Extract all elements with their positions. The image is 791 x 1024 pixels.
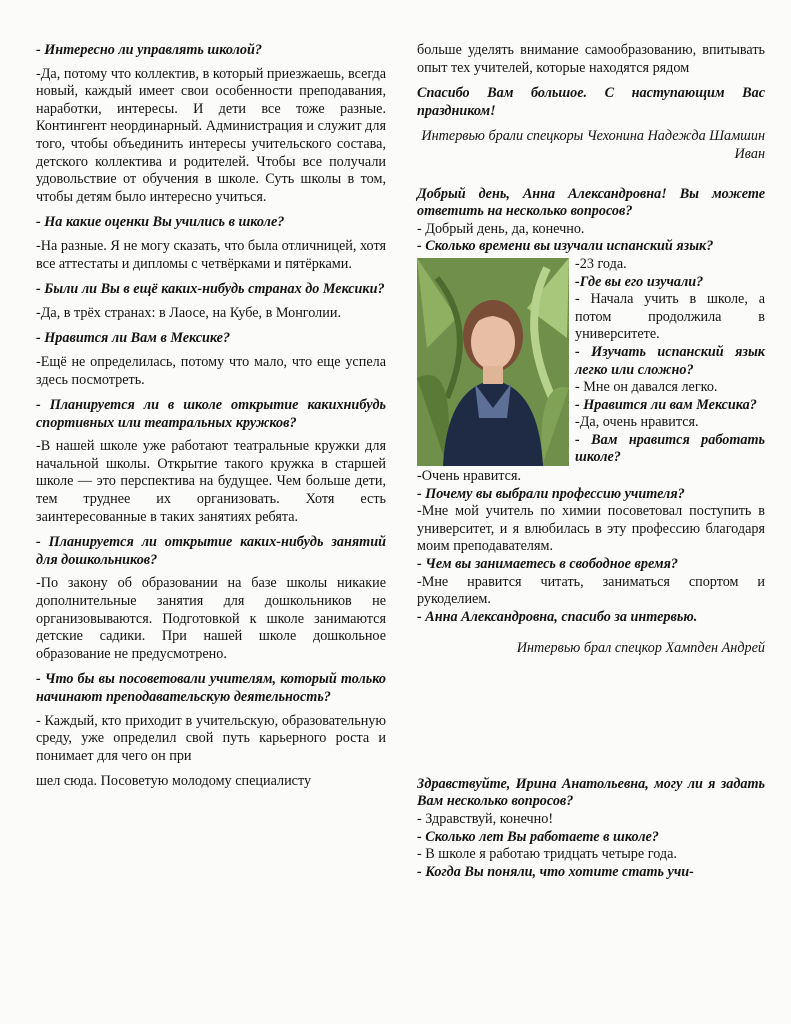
interview-credit: Интервью брал спецкор Хампден Андрей <box>516 640 765 657</box>
answer: - Мне он давался легко. <box>575 379 718 396</box>
answer: -В нашей школе уже работают театральные кружки для начальной школы. Открытие такого кружка в старшей школе — это перспектива на будущее. Чем больше дети, тем труднее их организовать. Хотя есть заинтересованные в таких занятиях ребята. <box>36 438 386 525</box>
answer-continued: больше уделять внимание самообразованию, впитывать опыт тех учителей, которые находятся рядом <box>417 42 765 76</box>
answer: -Мне мой учитель по химии посоветовал поступить в университет, и я влюбилась в эту профессию благодаря моим преподавателям. <box>417 503 765 555</box>
answer: - Начала учить в школе, а потом продолжила в университете. <box>575 291 765 343</box>
question: -Где вы его изучали? <box>575 273 704 290</box>
answer-continued: шел сюда. Посоветую молодому специалисту <box>36 773 312 790</box>
question: - Сколько времени вы изучали испанский язык? <box>417 238 714 255</box>
answer: -По закону об образовании на базе школы никакие дополнительные занятия для дошкольников не организовываются. Подготовкой к школе занимаются детские садики. При нашей школе дошкольное образование не предусмотрено. <box>36 575 386 662</box>
answer: - Добрый день, да, конечно. <box>417 220 585 237</box>
answer: -Очень нравится. <box>417 467 522 484</box>
answer: -Да, в трёх странах: в Лаосе, на Кубе, в Монголии. <box>36 304 341 321</box>
question: - Когда Вы поняли, что хотите стать учи- <box>417 863 694 880</box>
left-column <box>36 42 386 799</box>
question: - Анна Александровна, спасибо за интервью. <box>417 608 698 625</box>
answer: -Мне нравится читать, заниматься спортом и рукоделием. <box>417 573 765 608</box>
answer: -Ещё не определилась, потому что мало, что еще успела здесь посмотреть. <box>36 353 386 388</box>
question: - Изучать испанский язык легко или сложно? <box>575 343 765 378</box>
question: - Планируется ли открытие каких-нибудь занятий для дошкольников? <box>36 534 386 568</box>
teacher-portrait-icon <box>417 258 569 466</box>
question: - Были ли Вы в ещё каких-нибудь странах до Мексики? <box>36 281 385 298</box>
question: - Почему вы выбрали профессию учителя? <box>417 485 685 502</box>
question: - Интересно ли управлять школой? <box>36 42 263 58</box>
thanks-line: Спасибо Вам большое. С наступающим Вас праздником! <box>417 85 765 119</box>
question: - На какие оценки Вы учились в школе? <box>36 214 285 231</box>
question: - Что бы вы посоветовали учителям, который только начинают преподавательскую деятельность? <box>36 671 386 705</box>
right-column <box>417 42 765 881</box>
interview-credit: Интервью брали спецкоры Чехонина Надежда Шамшин Иван <box>421 128 765 162</box>
answer: - В школе я работаю тридцать четыре года. <box>417 846 677 863</box>
answer: -Да, потому что коллектив, в который приезжаешь, всегда новый, каждый имеет свои особенности преподавания, наработки, интересы. И дети все тоже разные. Контингент неординарный. Администрация и служит для того, чтобы объединить интересы учительского состава, детского коллектива и родителей. Чтобы все получали удовольствие от обучения в школе. Суть школы в том, чтобы детям было интересно учиться. <box>36 65 386 205</box>
question: - Нравится ли вам Мексика? <box>575 396 757 413</box>
answer: -Да, очень нравится. <box>575 414 699 431</box>
answer: - Каждый, кто приходит в учительскую, образовательную среду, уже определил свой путь карьерного роста и понимает для чего он при <box>36 712 386 764</box>
question: - Чем вы занимаетесь в свободное время? <box>417 555 679 572</box>
question: - Вам нравится работать школе? <box>575 431 765 466</box>
answer: - Здравствуй, конечно! <box>417 811 554 828</box>
question: - Сколько лет Вы работаете в школе? <box>417 828 659 845</box>
question: - Нравится ли Вам в Мексике? <box>36 330 231 347</box>
question: Добрый день, Анна Александровна! Вы можете ответить на несколько вопросов? <box>417 185 765 220</box>
answer: -23 года. <box>575 255 627 272</box>
question: Здравствуйте, Ирина Анатольевна, могу ли я задать Вам несколько вопросов? <box>417 775 765 810</box>
question: - Планируется ли в школе открытие какихнибудь спортивных или театральных кружков? <box>36 397 386 431</box>
answer: -На разные. Я не могу сказать, что была отличницей, хотя все аттестаты и дипломы с четвёрками и пятёрками. <box>36 237 386 272</box>
